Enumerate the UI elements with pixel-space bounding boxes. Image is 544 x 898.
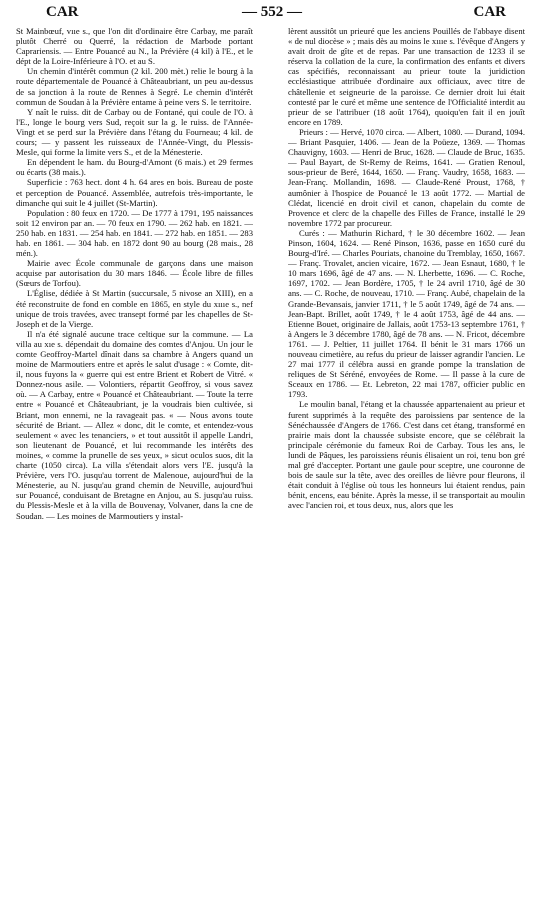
page-number: — 552 — (242, 4, 302, 20)
paragraph: Il n'a été signalé aucune trace celtique sur la commune. — La villa au xıe s. dépendait du domaine des comtes d'Anjou. Un jour le comte Geoffroy-Martel dînait dans sa chambre à Angers quand un moine de Marmoutiers entre et après le salut d'usage : « Comte, dit-il, nous fuyons la « guerre qui est entre Brient et Robert de Vitré. « Donnez-nous asile. — Volontiers, répartit Geoffroy, si vous savez où. — A Carbay, entre « Pouancé et Châteaubriant. — Toute la terre entre « Pouancé et Châteaubriant, je la voudrais bien cultivée, si Briant, mon ennemi, ne la ravageait pas. « — Nous avons toute sécurité de Briant. — Allez « donc, dit le comte, et entendez-vous seulement « avec les tenanciers, » et tout aussitôt il appelle Landri, son lieutenant de Pouancé, et lui recommande les intérêts des moines, « comme la prunelle de ses yeux, » sicut oculos suos, dit la charte (1050 circa). La villa s'étendait alors vers l'E. jusqu'à la Prévière, vers l'O. jusqu'au torrent de Malenoue, aujourd'hui de la Ménesterie, au N. jusqu'au grand chemin de Neuville, aujourd'hui sur Pouancé, conduisant de Bretagne en Anjou, au S. jusqu'au ruiss. du Plessis-Mesle et à la villa de Bouvenay, Volvaner, dans la cne de Soudan. — Les moines de Marmoutiers y instal- (16, 328, 253, 521)
page-header (0, 4, 544, 24)
paragraph: L'Église, dédiée à St Martin (succursale, 5 nivose an XIII), en a été reconstruite de fond en comble en 1865, en style du xıııe s., nef unique de trois travées, avec transept formé par les chapelles de St-Joseph et de la Vierge. (16, 288, 253, 329)
paragraph: Y naît le ruiss. dit de Carbay ou de Fontané, qui coule de l'O. à l'E., longe le bourg vers Sud, reçoit sur la g. le ruiss. de l'Année-Vingt et se perd sur la Prévière dans l'étang du Fourneau; 4 kil. de cours; — y passent les ruisseaux de l'Année-Vingt, du Plessis-Mesle, qui forme la limite vers S., et de la Ménesterie. (16, 106, 253, 158)
paragraph: Superficie : 763 hect. dont 4 h. 64 ares en bois. Bureau de poste et perception de Pouancé. Assemblée, autrefois très-importante, le dimanche qui suit le 4 juillet (St-Martin). (16, 177, 253, 208)
paragraph: St Mainbœuf, vııe s., que l'on dit d'ordinaire être Carbay, me paraît plutôt Cherré ou Querré, la rédaction de Marbode portant Caprariensis. — Entre Pouancé au N., la Prévière (4 kil) à l'E., et le dépt de la Loire-Inférieure à l'O. et au S. (16, 26, 253, 67)
right-column (288, 26, 525, 892)
paragraph: Population : 80 feux en 1720. — De 1777 à 1791, 195 naissances soit 12 environ par an. — 70 feux en 1790. — 262 hab. en 1821. — 250 hab. en 1831. — 254 hab. en 1841. — 272 hab. en 1851. — 283 hab. en 1861. — 304 hab. en 1872 dont 90 au bourg (28 mais., 28 mén.). (16, 207, 253, 259)
paragraph: Curés : — Mathurin Richard, † le 30 décembre 1602. — Jean Pinson, 1604, 1624. — René Pinson, 1636, passe en 1650 curé du Bourg-d'Iré. — Charles Pouriats, chanoine du Tremblay, 1650, 1667. — Franç. Trovalet, ancien vicaire, 1672. — Jean Esnaut, 1680, † le 10 mars 1696, âgé de 47 ans. — N. Lherbette, 1696. — C. Roche, 1697, 1702. — Jean Bordère, 1705, † le 24 avril 1710, âgé de 30 ans. — C. Roche, de nouveau, 1710. — Franç. Aubé, chapelain de la Grande-Bevansais, janvier 1711, † le 5 août 1749, âgé de 74 ans. — Jean-Bapt. Brillet, août 1749, † le 4 août 1753, âgé de 44 ans. — Etienne Bouet, originaire de Jallais, août 1753-13 septembre 1761, † à Angers le 3 décembre 1780, âgé de 78 ans. — N. Fricot, décembre 1761. — J. Peltier, 11 juillet 1764. Il bénit le 31 mars 1766 un nouveau cimetière, au refus du prieur de laisser agrandir l'ancien. Le 27 mai 1777 il célébra aussi en grande pompe la translation de reliques de St Séréné, envoyées de Rome. — Il passe à la cure de Sceaux en 1786. — Et. Lebreton, 22 mai 1787, officier public en 1793. (288, 227, 525, 400)
paragraph: Mairie avec École communale de garçons dans une maison acquise par autorisation du 30 mars 1846. — École libre de filles (Sœurs de Torfou). (16, 258, 253, 289)
paragraph: Le moulin banal, l'étang et la chaussée appartenaient au prieur et furent supprimés à la requête des paroissiens par sentence de la Sénéchaussée d'Angers de 1766. C'est dans cet étang, transformé en prairie mais dont la chaussée subsiste encore, que se célébrait la principale cérémonie du fameux Roi de Carbay. Tous les ans, le lundi de Pâques, les paroissiens réunis élisaient un roi, tenu bon gré mal gré d'accepter. Portant une gaule pour sceptre, une couronne de bois de saule sur la tête, avec des oreilles de lièvre pour fleurons, il était conduit à l'église où tous les honneurs lui étaient rendus, pain bénit, encens, eau bénite. Après la messe, il se transportait au moulin avec l'ancien roi, et tous deux, nus, alors que les (288, 399, 525, 511)
paragraph: En dépendent le ham. du Bourg-d'Amont (6 mais.) et 29 fermes ou écarts (38 mais.). (16, 157, 253, 178)
paragraph: Un chemin d'intérêt commun (2 kil. 200 mèt.) relie le bourg à la route départementale de Pouancé à Châteaubriant, un peu au-dessus de sa jonction à la route de Rennes à Segré. Le chemin d'intérêt commun de Soudan à la Prévière entame à peine vers S. le territoire. (16, 66, 253, 107)
paragraph: lèrent aussitôt un prieuré que les anciens Pouillés de l'abbaye disent « de nul diocèse » ; mais dès au moins le xıııe s. l'évêque d'Angers y avait droit de gîte et de repas. Par une transaction de 1233 il se réserva la collation de la cure, la confirmation des enfants et divers cas spécifiés, reconnaissant au prieur toute la juridiction ecclésiastique attribuée d'ordinaire aux officiaux, avec titre de châtellenie et seigneurie de la paroisse. Ce dernier droit lui était contesté par le curé et même une sentence de l'Officialité interdit au prieur de se l'attribuer (18 août 1764), quoiqu'en fait il en jouît encore en 1789. (288, 26, 525, 127)
left-column (16, 26, 253, 892)
header-left-word: CAR (46, 4, 79, 20)
paragraph: Prieurs : — Hervé, 1070 circa. — Albert, 1080. — Durand, 1094. — Briant Pasquier, 1406. — Jean de la Poüeze, 1369. — Thomas Chauvigny, 1603. — Henri de Bruc, 1628. — Claude de Bruc, 1635. — Paul Bayart, de St-Remy de Reims, 1641. — Gratien Renoul, sous-prieur de Beré, 1644, 1650. — Franç. Vaudry, 1658, 1683. — Jean-Franç. Mollandin, 1698. — Claude-René Proust, 1768, † aumônier à l'hospice de Pouancé le 13 août 1772. — Martial de Clédat, licencié en droit civil et canon, chapelain du comte de Provence et clerc de la chapelle des Filles de France, installé le 29 novembre 1772 par procureur. (288, 126, 525, 228)
header-right-word: CAR (473, 4, 506, 20)
